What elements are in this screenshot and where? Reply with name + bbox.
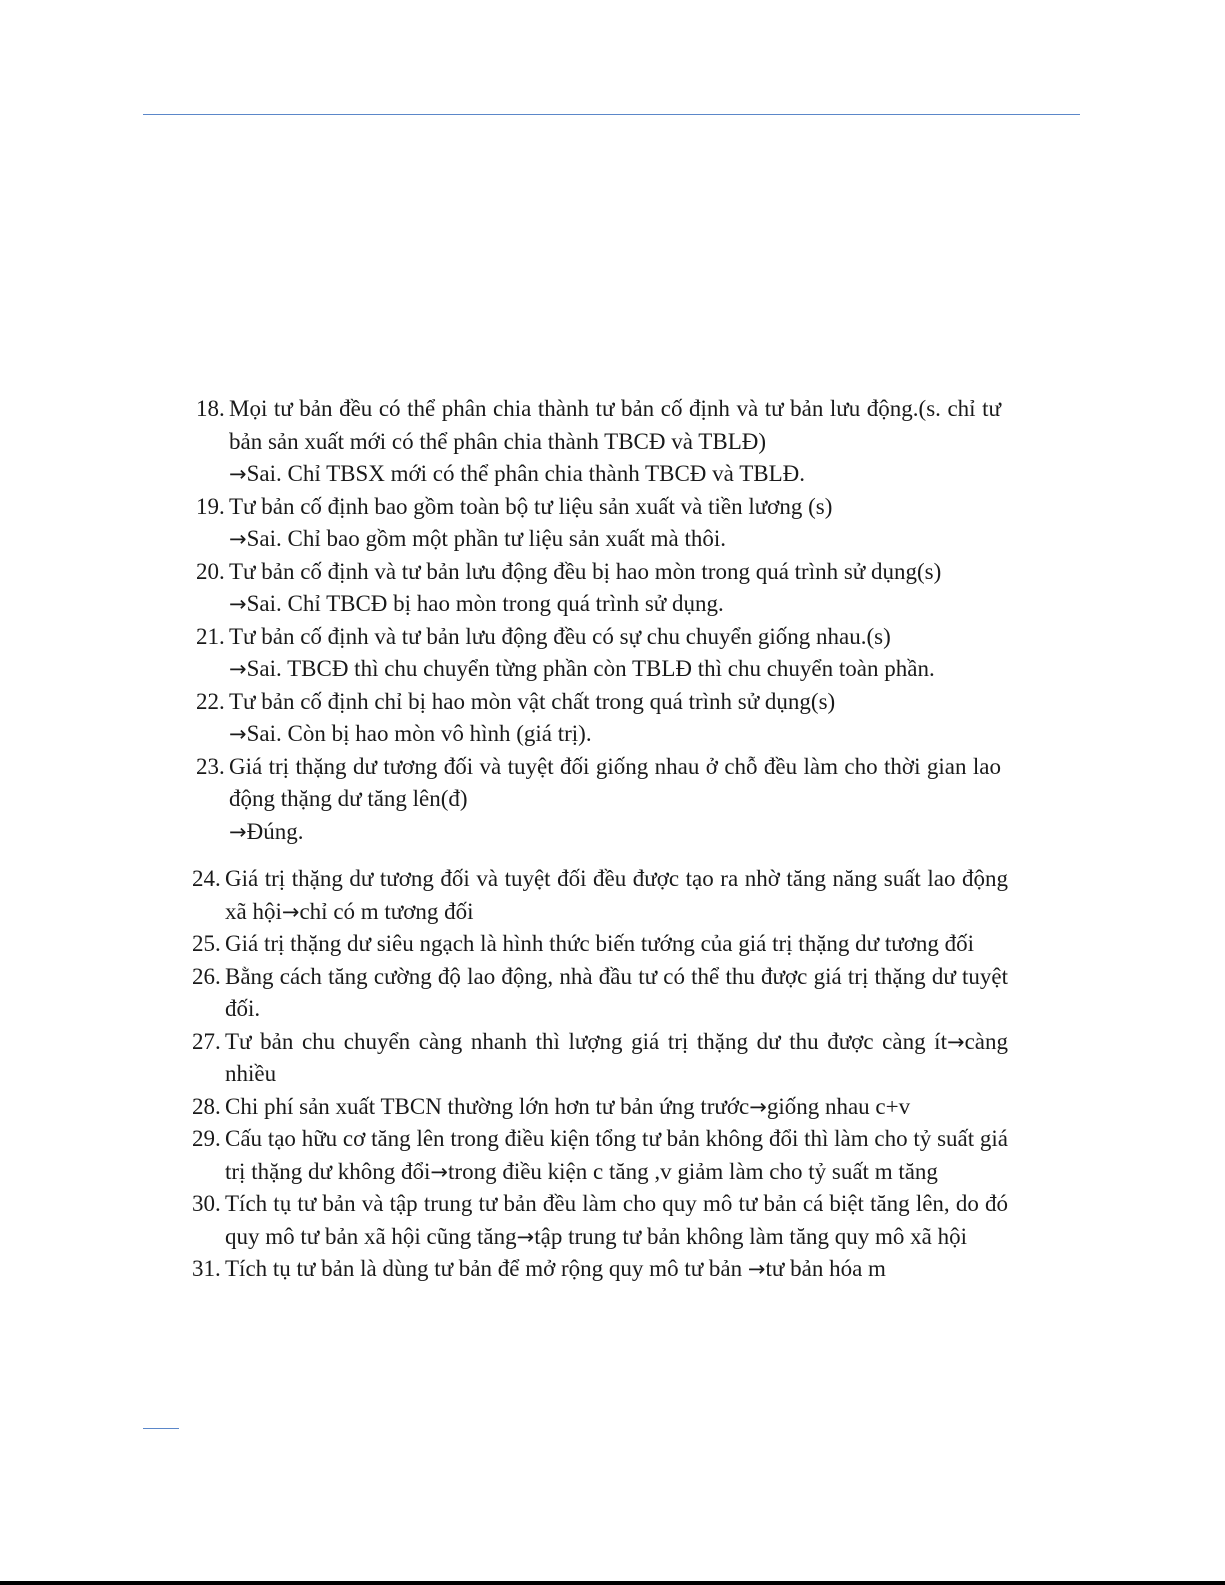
question-number: 23.: [196, 753, 225, 779]
answer-text: Sai. Chỉ TBCĐ bị hao mòn trong quá trình sử dụng.: [246, 591, 724, 616]
answer-line: [196, 588, 1001, 621]
arrow-icon: →: [229, 592, 247, 616]
arrow-icon: →: [229, 722, 247, 746]
question-text: Tư bản cố định và tư bản lưu động đều có sự chu chuyển giống nhau.(s): [229, 623, 891, 649]
question-statement: Bằng cách tăng cường độ lao động, nhà đầu tư có thể thu được giá trị thặng dư tuyệt đối.: [225, 963, 1008, 1021]
question-item: [196, 491, 1001, 524]
question-number: 21.: [196, 623, 225, 649]
answer-line: [196, 718, 1001, 751]
question-number: 27.: [192, 1028, 221, 1054]
page-bottom-edge: [0, 1581, 1225, 1585]
answer-line: [196, 816, 1001, 849]
question-text: Mọi tư bản đều có thể phân chia thành tư bản cố định và tư bản lưu động.(s. chỉ tư bản sản xuất mới có thể phân chia thành TBCĐ và TBLĐ): [229, 396, 1001, 454]
question-item: [196, 751, 1001, 816]
question-item: [192, 1253, 1008, 1286]
question-item: [192, 1026, 1008, 1091]
header-rule: [143, 114, 1080, 115]
question-text: Tư bản cố định và tư bản lưu động đều bị hao mòn trong quá trình sử dụng(s): [229, 558, 942, 584]
arrow-icon: →: [747, 1257, 766, 1281]
arrow-icon: →: [229, 527, 247, 551]
question-number: 25.: [192, 931, 221, 956]
arrow-icon: →: [516, 1224, 535, 1249]
arrow-icon: →: [229, 657, 247, 681]
question-number: 26.: [192, 963, 221, 989]
question-item: [192, 961, 1008, 1026]
question-text: [225, 928, 1008, 961]
question-item: [192, 1188, 1008, 1253]
question-statement: Chi phí sản xuất TBCN thường lớn hơn tư bản ứng trước: [225, 1093, 750, 1119]
true-false-noted-list: [0, 863, 1225, 1286]
question-text: [225, 961, 1008, 1026]
footer-rule: [143, 1428, 179, 1429]
true-false-answered-list: [0, 393, 1225, 848]
correction-note: chỉ có m tương đối: [299, 898, 474, 924]
arrow-icon: →: [229, 819, 247, 844]
question-statement: Cấu tạo hữu cơ tăng lên trong điều kiện tổng tư bản không đổi thì làm cho tỷ suất giá trị thặng dư không đổi: [225, 1126, 1008, 1184]
question-text: [225, 1253, 1008, 1286]
correction-note: tư bản hóa m: [765, 1256, 886, 1281]
correction-note: tập trung tư bản không làm tăng quy mô xã hội: [534, 1223, 968, 1249]
question-number: 18.: [196, 396, 225, 421]
question-number: 29.: [192, 1126, 221, 1151]
arrow-icon: →: [281, 899, 300, 924]
answer-text: Sai. Chỉ TBSX mới có thể phân chia thành TBCĐ và TBLĐ.: [246, 461, 805, 486]
answer-text: Sai. TBCĐ thì chu chuyển từng phần còn TBLĐ thì chu chuyển toàn phần.: [246, 656, 935, 681]
answer-text: Đúng.: [246, 818, 304, 844]
question-number: 31.: [192, 1256, 221, 1281]
question-number: 20.: [196, 558, 225, 584]
answer-line: [196, 653, 1001, 686]
question-number: 28.: [192, 1093, 221, 1119]
question-number: 22.: [196, 688, 225, 714]
question-statement: Tích tụ tư bản và tập trung tư bản đều làm cho quy mô tư bản cá biệt tăng lên, do đó quy mô tư bản xã hội cũng tăng: [225, 1191, 1008, 1249]
answer-text: Sai. Chỉ bao gồm một phần tư liệu sản xuất mà thôi.: [246, 526, 727, 551]
question-text: Tư bản cố định chỉ bị hao mòn vật chất trong quá trình sử dụng(s): [229, 688, 836, 714]
question-item: [196, 556, 1001, 589]
question-text: Tư bản cố định bao gồm toàn bộ tư liệu sản xuất và tiền lương (s): [229, 493, 833, 519]
question-statement: Giá trị thặng dư tương đối và tuyệt đối đều được tạo ra nhờ tăng năng suất lao động xã hội: [225, 866, 1008, 924]
question-number: 24.: [192, 866, 221, 891]
correction-note: trong điều kiện c tăng ,v giảm làm cho tỷ suất m tăng: [448, 1158, 938, 1184]
answer-line: [196, 523, 1001, 556]
arrow-icon: →: [946, 1029, 965, 1054]
question-text: [225, 863, 1008, 928]
question-item: [196, 393, 1001, 458]
question-item: [192, 1091, 1008, 1124]
question-item: [192, 1123, 1008, 1188]
question-text: [225, 1091, 1008, 1124]
question-text: [225, 1123, 1008, 1188]
question-statement: Giá trị thặng dư siêu ngạch là hình thức biến tướng của giá trị thặng dư tương đối: [225, 931, 975, 956]
question-number: 30.: [192, 1191, 221, 1216]
question-number: 19.: [196, 493, 225, 519]
question-item: [192, 863, 1008, 928]
document-body: [0, 393, 1225, 1286]
arrow-icon: →: [749, 1094, 767, 1119]
section-gap: [0, 848, 1225, 863]
question-statement: Tích tụ tư bản là dùng tư bản để mở rộng quy mô tư bản: [225, 1256, 748, 1281]
answer-line: [196, 458, 1001, 491]
question-item: [192, 928, 1008, 961]
question-statement: Tư bản chu chuyển càng nhanh thì lượng giá trị thặng dư thu được càng ít: [225, 1028, 947, 1054]
question-text: [225, 1188, 1008, 1253]
question-item: [196, 621, 1001, 654]
question-text: Giá trị thặng dư tương đối và tuyệt đối giống nhau ở chỗ đều làm cho thời gian lao động thặng dư tăng lên(đ): [229, 753, 1001, 811]
arrow-icon: →: [430, 1159, 449, 1184]
correction-note: càng nhiều: [225, 1028, 1008, 1086]
question-item: [196, 686, 1001, 719]
question-text: [225, 1026, 1008, 1091]
answer-text: Sai. Còn bị hao mòn vô hình (giá trị).: [246, 721, 592, 746]
correction-note: giống nhau c+v: [766, 1093, 911, 1119]
arrow-icon: →: [229, 462, 247, 486]
